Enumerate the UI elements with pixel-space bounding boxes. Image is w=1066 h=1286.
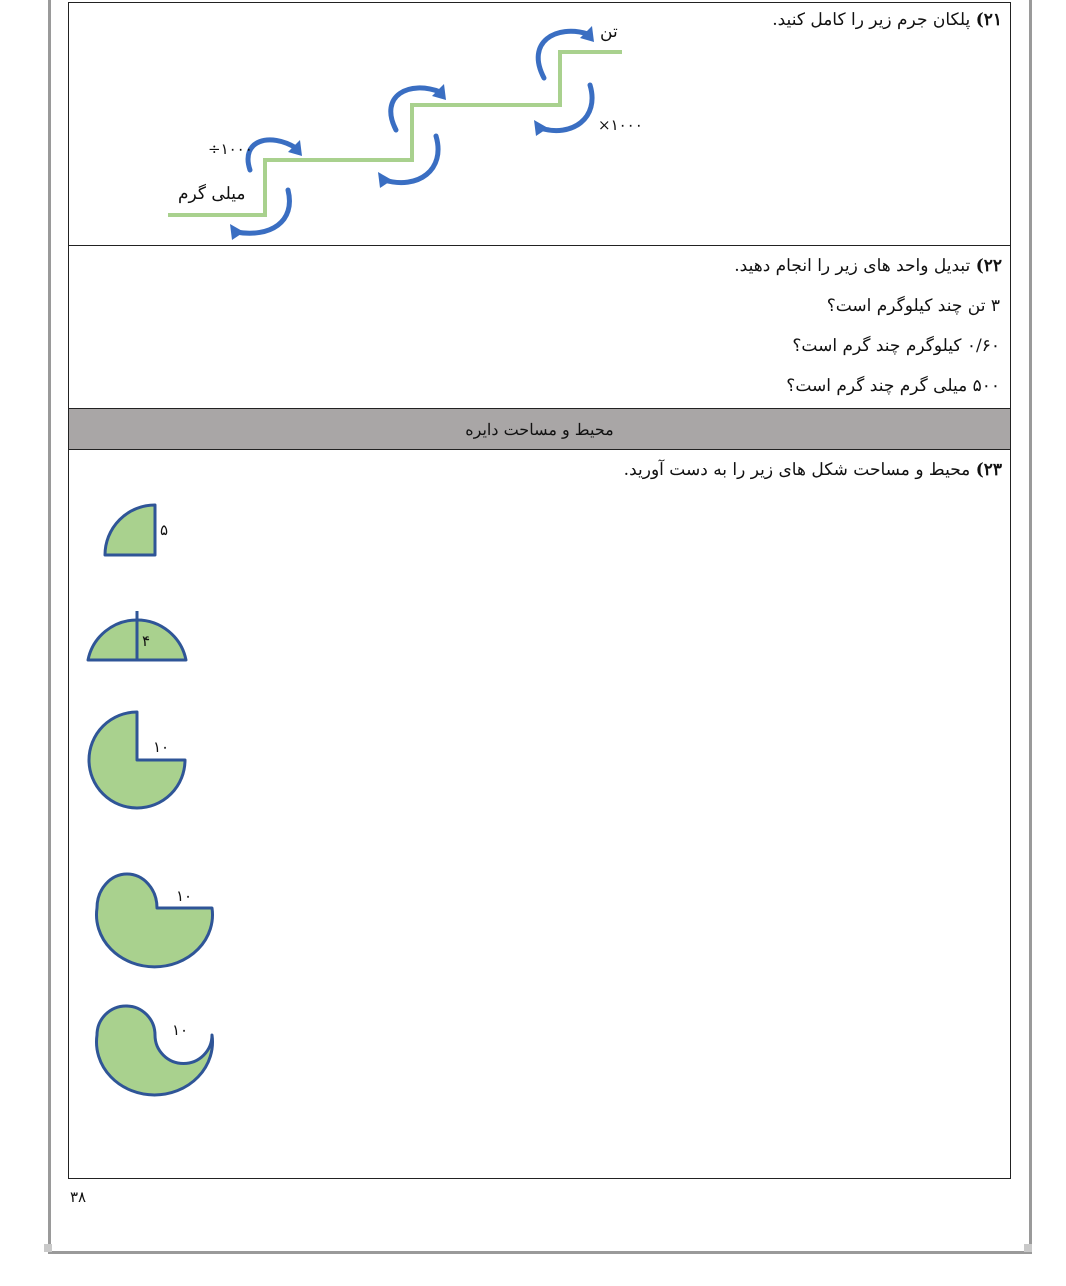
q21-number: ۲۱) [975,10,1002,30]
shape-label-compound-2: ۱۰ [172,1021,189,1039]
q23-number: ۲۳) [975,460,1002,480]
shape-label-compound-1: ۱۰ [176,887,193,905]
label-milligram: میلی گرم [178,184,246,204]
section-title: محیط و مساحت دایره [465,419,614,439]
shape-label-three-quarter: ۱۰ [153,738,170,756]
q22-item-3: ۵۰۰ میلی گرم چند گرم است؟ [786,376,1000,396]
three-quarter-circle-shape [89,712,185,808]
label-ton: تن [600,22,618,42]
quarter-circle-shape [105,505,155,555]
q22-item-2: ۰/۶۰ کیلوگرم چند گرم است؟ [792,336,1000,356]
shape-label-quarter: ۵ [160,521,169,539]
compound-shape-2 [97,1006,213,1095]
q22-item-1: ۳ تن چند کیلوگرم است؟ [826,296,1000,316]
q23-text: محیط و مساحت شکل های زیر را به دست آورید. [623,460,971,480]
compound-shape-1 [97,874,213,967]
shape-label-semicircle: ۴ [142,632,151,650]
q22-number: ۲۲) [975,256,1002,276]
label-multiply-1000: ×۱۰۰۰ [598,116,643,134]
q22-text: تبدیل واحد های زیر را انجام دهید. [734,256,971,276]
label-divide-1000: ÷۱۰۰۰ [208,140,253,158]
page-number: ۳۸ [70,1188,87,1206]
q21-text: پلکان جرم زیر را کامل کنید. [772,10,971,30]
